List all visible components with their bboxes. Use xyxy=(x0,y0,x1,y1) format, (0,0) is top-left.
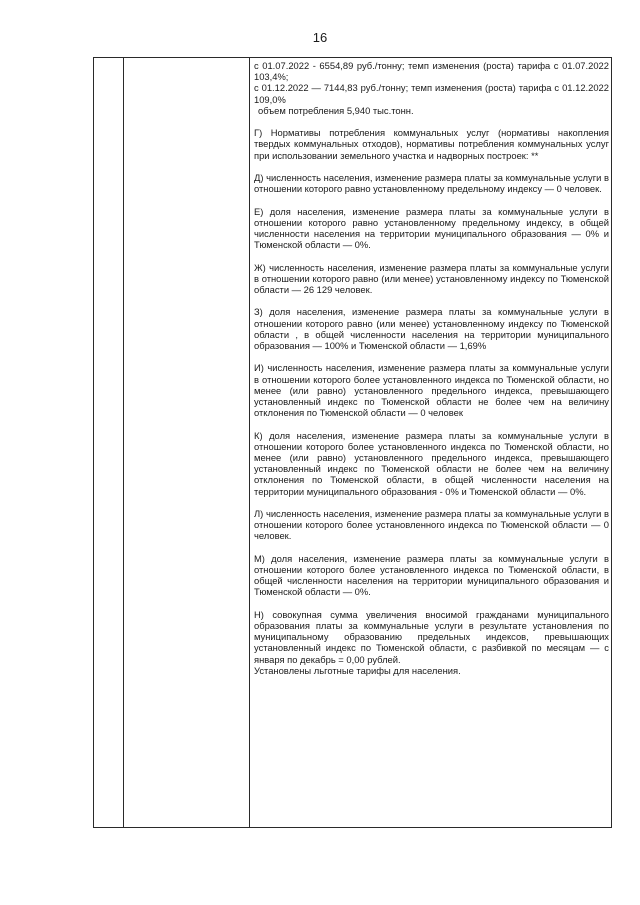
paragraph-g: Г) Нормативы потребления коммунальных услуг (нормативы накопления твердых коммунальных отходов), нормативы потребления коммунальных услуг при использовании земельного участка и надворных построек: ** xyxy=(254,127,609,161)
paragraph-d: Д) численность населения, изменение размера платы за коммунальные услуги в отношении которого равно установленному предельному индексу — 0 человек. xyxy=(254,172,609,195)
paragraph-l: Л) численность населения, изменение размера платы за коммунальные услуги в отношении которого более установленного индекса по Тюменской области — 0 человек. xyxy=(254,508,609,542)
paragraph-k: К) доля населения, изменение размера платы за коммунальные услуги в отношении которого более установленного индекса по Тюменской области, но менее (или равно) установленного предельного индекса, превышающего установленный индекс по Тюменской области не более чем на величину отклонения по Тюменской области, в общей численности населения на территории муниципального образования - 0% и Тюменской области — 0%. xyxy=(254,429,609,497)
column-divider-1 xyxy=(123,58,124,827)
tariff-line-july: с 01.07.2022 - 6554,89 руб./тонну; темп изменения (роста) тарифа с 01.07.2022 103,4%; xyxy=(254,60,609,83)
document-table xyxy=(93,57,612,828)
paragraph-zh: Ж) численность населения, изменение размера платы за коммунальные услуги в отношении которого равно (или менее) установленному индексу по Тюменской области — 26 129 человек. xyxy=(254,261,609,295)
consumption-volume: объем потребления 5,940 тыс.тонн. xyxy=(258,104,414,116)
column-divider-2 xyxy=(249,58,250,827)
page-number: 16 xyxy=(312,30,328,45)
tariff-line-december: с 01.12.2022 — 7144,83 руб./тонну; темп изменения (роста) тарифа с 01.12.2022 109,0% xyxy=(254,82,609,105)
paragraph-e: Е) доля населения, изменение размера платы за коммунальные услуги в отношении которого равно установленному предельному индексу, в общей численности населения на территории муниципального образования — 0% и Тюменской области — 0%. xyxy=(254,205,609,251)
paragraph-z: З) доля населения, изменение размера платы за коммунальные услуги в отношении которого равно (или менее) установленному индексу по Тюменской области , в общей численности населения на территории муниципального образования — 100% и Тюменской области — 1,69% xyxy=(254,306,609,351)
paragraph-m: М) доля населения, изменение размера платы за коммунальные услуги в отношении которого более установленного индекса по Тюменской области, в общей численности населения на территории муниципального образования и Тюменской области — 0%. xyxy=(254,552,609,598)
paragraph-n: Н) совокупная сумма увеличения вносимой гражданами муниципального образования платы за коммунальные услуги в результате установления по муниципальному образованию предельных индексов, превышающих установленный индекс по Тюменской области, с разбивкой по месяцам — с января по декабрь = 0,00 рублей. xyxy=(254,608,609,665)
paragraph-i: И) численность населения, изменение размера платы за коммунальные услуги в отношении которого более установленного индекса по Тюменской области, но менее (или равно) установленного предельного индекса, превышающего установленный индекс по Тюменской области не более чем на величину отклонения по Тюменской области — 0 человек xyxy=(254,362,609,419)
content-cell xyxy=(254,60,609,676)
preferential-tariffs-note: Установлены льготные тарифы для населения. xyxy=(254,664,461,676)
